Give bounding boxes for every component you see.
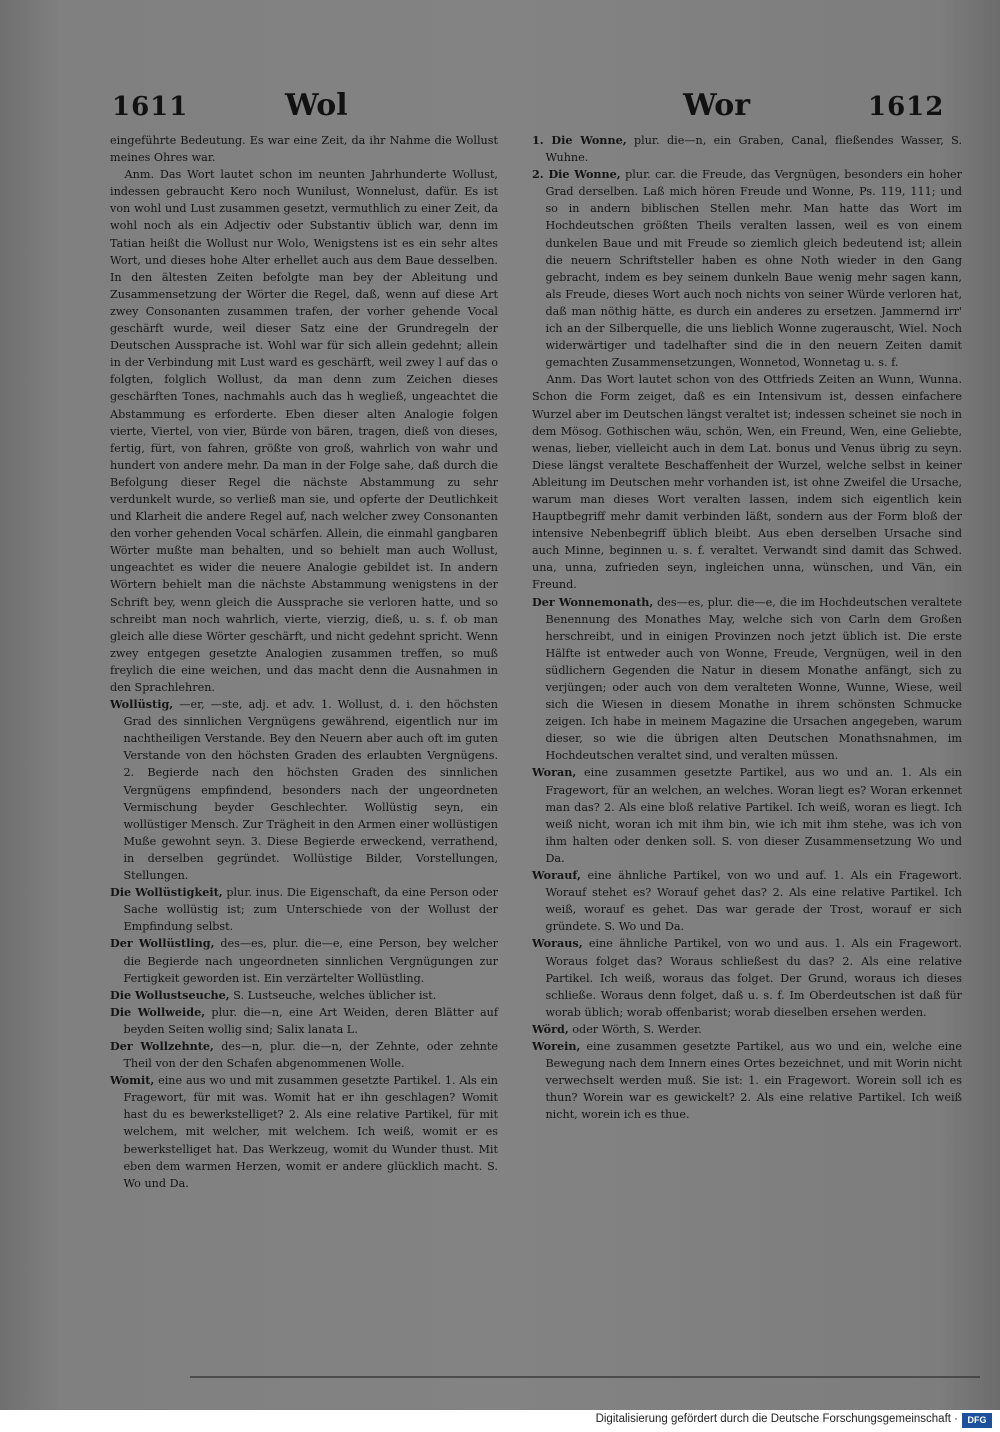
page-header (0, 88, 1000, 128)
left-column (110, 132, 498, 1192)
entry-definition: plur. die—n, eine Art Weiden, deren Blätter auf beyden Seiten wollig sind; Salix lanata L. (123, 1005, 498, 1036)
entry-definition: eine ähnliche Partikel, von wo und aus. 1. Als ein Fragewort. Woraus folget das? Woraus schließest du das? 2. Als eine relative Partikel. Ich weiß, woraus das folget. Der Grund, woraus ich dieses schließe. Woraus denn folget, daß u. s. f. Im Oberdeutschen ist daß für worab üblich; worab offenbarist; worab dieselben ersehen werden. (545, 937, 962, 1019)
entry-headword: Die Wollüstigkeit, (110, 885, 223, 900)
dictionary-entry (532, 935, 962, 1020)
dictionary-entry (532, 1038, 962, 1123)
entry-headword: Der Wollzehnte, (110, 1038, 214, 1053)
dictionary-entry (532, 132, 962, 166)
entry-headword: 2. Die Wonne, (532, 167, 621, 182)
dictionary-entry (532, 1021, 962, 1038)
dictionary-entry (110, 884, 498, 935)
entry-headword: Der Wollüstling, (110, 936, 215, 951)
entry-definition: eine zusammen gesetzte Partikel, aus wo und ein, welche eine Bewegung nach dem Innern eines Ortes bezeichnet, und mit Worin nicht verwechselt werden muß. Sie ist: 1. ein Fragewort. Worein soll ich es thun? Worein war es gewickelt? 2. Als eine relative Partikel. Ich weiß nicht, worein ich es thue. (545, 1039, 962, 1122)
dictionary-entry (110, 1004, 498, 1038)
dictionary-entry (532, 166, 962, 371)
dictionary-entry (110, 935, 498, 986)
entry-headword: Die Wollustseuche, (110, 987, 230, 1002)
entry-headword: Der Wonnemonath, (532, 594, 654, 609)
entry-headword: Womit, (110, 1073, 155, 1088)
entry-definition: des—n, plur. die—n, der Zehnte, oder zehnte Theil von der den Schafen abgenommenen Wolle. (123, 1039, 499, 1071)
entry-headword: 1. Die Wonne, (532, 133, 627, 147)
dictionary-entry (532, 764, 962, 867)
entry-headword: Wollüstig, (110, 697, 174, 712)
entry-definition: eine zusammen gesetzte Partikel, aus wo und an. 1. Als ein Fragewort, für an welchen, an welches. Woran liegt es? Woran erkennet man das? 2. Als eine bloß relative Partikel. Ich weiß, woran es liegt. Ich weiß nicht, woran ich mit ihm bin, wie ich mit ihm stehe, was ich von ihm halten oder denken soll. S. von dieser Zusammensetzung Wo und Da. (545, 766, 962, 865)
entry-definition: oder Wörth, S. Werder. (568, 1022, 702, 1036)
annotation-paragraph: Anm. Das Wort lautet schon im neunten Jahrhunderte Wollust, indessen gebraucht Kero noch Wunilust, Wonnelust, dafür. Es ist von wohl und Lust zusammen gesetzt, vermuthlich zu einer Zeit, da wohl noch als ein Adjectiv oder Substantiv üblich war, denn im Tatian heißt die Wollust nur Wolo, Wenigstens ist es ein sehr altes Wort, und dieses hohe Alter erhellet auch aus dem Baue desselben. In den ältesten Zeiten befolgte man bey der Ableitung und Zusammensetzung der Wörter die Regel, daß, wenn auf diese Art zwey Consonanten zusammen trafen, der vorher gehende Vocal geschärft wurde, weil dieser Satz eine der Grundregeln der Deutschen Aussprache ist. Wohl war für sich allein gedehnt; allein in der Verbindung mit Lust ward es geschärft, weil zwey l auf das o folgten, folglich Wollust, da man denn zum Zeichen dieses geschärften Tones, nachmahls auch das h wegließ, ungeachtet die Abstammung es erforderte. Eben dieser alten Analogie folgen vierte, Viertel, von vier, Bürde von bären, tragen, dieß von dieses, fertig, fürt, von fahren, größte von groß, wahrlich von wahr und hundert von andere mehr. Da man in der Folge sahe, daß durch die Befolgung dieser Regel die nächste Abstammung zu sehr verdunkelt wurde, so verließ man sie, und opferte der Deutlichkeit und Klarheit die andere Regel auf, nach welcher zwey Consonanten den vorher gehenden Vocal schärfen. Allein, die einmahl gangbaren Wörter mußte man behalten, und so behielt man auch Wollust, ungeachtet es wider die neuere Analogie gebildet ist. In andern Wörtern behielt man die nächste Abstammung wenigstens in der Schrift bey, wenn gleich die Aussprache sie verloren hatte, und so schreibt man noch wahrlich, vierte, vierzig, dieß, u. s. f. ob man gleich alle diese Wörter geschärft, und nicht gedehnt spricht. Wenn zwey entgegen gesetzte Analogien zusammen treffen, so muß freylich die eine weichen, und das macht denn die Ausnahmen in den Sprachlehren. (110, 168, 498, 694)
dictionary-entry (110, 1072, 498, 1192)
entry-headword: Woraus, (532, 936, 583, 951)
text-paragraph: eingeführte Bedeutung. Es war eine Zeit, da ihr Nahme die Wollust meines Ohres war. (110, 134, 498, 165)
entry-definition: eine ähnliche Partikel, von wo und auf. 1. Als ein Fragewort. Worauf stehet es? Worauf gehet das? 2. Als eine relative Partikel. Ich weiß, worauf es gehet. Das war gerade der Trost, worauf er sich gründete. S. Wo und Da. (545, 869, 962, 934)
entry-definition: plur. car. die Freude, das Vergnügen, besonders ein hoher Grad derselben. Laß mich hören Freude und Wonne, Ps. 119, 111; und so in andern biblischen Stellen mehr. Man hatte das Wort im Hochdeutschen größten Theils veralten lassen, weil es von einem dunkelen Baue und mit Freude so ziemlich gleich bedeutend ist; allein die neuern Schriftsteller haben es ohne Noth wieder in den Gang gebracht, indem es bey seinem dunkeln Baue wenig mehr sagen kann, als Freude, dieses Wort auch noch nichts von seiner Würde verloren hat, daß man nöthig hätte, es durch ein anderes zu ersetzen. Jammernd irr' ich an der Silberquelle, die uns lieblich Wonne zugerauscht, Wiel. Noch widerwärtiger und tadelhafter sind die in den neuern Zeiten damit gemachten Zusammensetzungen, Wonnetod, Wonnetag u. s. f. (545, 168, 962, 370)
annotation-paragraph: Anm. Das Wort lautet schon von des Ottfrieds Zeiten an Wunn, Wunna. Schon die Form zeiget, daß es ein Intensivum ist, dessen einfachere Wurzel aber im Deutschen längst veraltet ist; indessen scheinet sie noch in dem Mösog. Gothischen wäu, schön, Wen, ein Freund, Wen, eine Geliebte, wenas, lieber, vielleicht auch in dem Lat. bonus und Venus übrig zu seyn. Diese längst veraltete Beschaffenheit der Wurzel, welche selbst in keiner Ableitung im Deutschen mehr vorhanden ist, ist ohne Zweifel die Ursache, warum man dieses Wort veralten lassen, indem sich eigentlich kein Hauptbegriff mehr damit verbinden läßt, sondern aus der Form bloß der intensive Nebenbegriff üblich bleibt. Aus eben derselben Ursache sind auch Minne, beginnen u. s. f. veraltet. Verwandt sind damit das Schwed. una, unna, zufrieden seyn, ingleichen unna, wünschen, und Vän, ein Freund. (532, 373, 962, 592)
dictionary-entry (532, 594, 962, 765)
entry-headword: Woran, (532, 765, 577, 780)
funding-notice: Digitalisierung gefördert durch die Deutsche Forschungsgemeinschaft · (595, 1413, 958, 1425)
entry-definition: S. Lustseuche, welches üblicher ist. (229, 988, 437, 1002)
entry-definition: des—es, plur. die—e, die im Hochdeutschen veraltete Benennung des Monathes May, welche sich von Carln dem Großen herschreibt, und in einigen Provinzen noch jetzt üblich ist. Die erste Hälfte ist entweder auch von Wonne, Freude, Vergnügen, weil in den südlichern Gegenden die Natur in diesem Monathe anfängt, sich zu verjüngen; oder auch von dem veralteten Wonne, Wunne, Wiese, weil sich die Wiesen in diesem Monathe in ihrem schönsten Schmucke zeigen. Ich habe in meinem Magazine die Ursachen angegeben, warum dieser, so wie die übrigen alten Deutschen Monathsnahmen, im Hochdeutschen veraltet sind, und veralten müssen. (545, 595, 962, 763)
entry-headword: Die Wollweide, (110, 1004, 206, 1019)
entry-definition: plur. inus. Die Eigenschaft, da eine Person oder Sache wollüstig ist; zum Unterschiede von der Wollust der Empfindung selbst. (123, 886, 498, 934)
catchword-left: Wol (285, 88, 348, 123)
dictionary-entry (110, 1038, 498, 1072)
footer-bar (0, 1410, 1000, 1432)
dfg-logo-icon: DFG (962, 1413, 992, 1428)
entry-definition: eine aus wo und mit zusammen gesetzte Partikel. 1. Als ein Fragewort, für mit was. Womit hat er ihn geschlagen? Womit hast du es bewerkstelliget? 2. Als eine relative Partikel, für mit welchem, mit welcher, mit welchem. Ich weiß, womit er es bewerkstelliget hat. Das Werkzeug, womit du Wunder thust. Mit eben dem warmen Herzen, womit er andere glücklich macht. S. Wo und Da. (123, 1074, 498, 1190)
entry-headword: Worauf, (532, 868, 581, 883)
page-number-right: 1612 (868, 92, 945, 122)
entry-definition: des—es, plur. die—e, eine Person, bey welcher die Begierde nach ungeordneten sinnlichen Vergnügungen zur Fertigkeit geworden ist. Ein verzärtelter Wollüstling. (123, 937, 498, 985)
page-number-left: 1611 (112, 92, 189, 122)
bottom-rule (190, 1376, 980, 1378)
entry-headword: Wörd, (532, 1021, 569, 1036)
entry-definition: —er, —ste, adj. et adv. 1. Wollust, d. i. den höchsten Grad des sinnlichen Vergnügens gewährend, eigentlich nur im nachtheiligen Verstande. Bey den Neuern aber auch oft im guten Verstande von den höchsten Graden des erlaubten Vergnügens. 2. Begierde nach den höchsten Graden des sinnlichen Vergnügens empfindend, besonders nach der ungeordneten Vermischung beyder Geschlechter. Wollüstig seyn, ein wollüstiger Mensch. Zur Trägheit in den Armen einer wollüstigen Muße gewohnt seyn. 3. Diese Begierde erweckend, verrathend, in derselben gegründet. Wollüstige Bilder, Vorstellungen, Stellungen. (123, 698, 498, 883)
right-column (532, 132, 962, 1123)
entry-headword: Worein, (532, 1038, 581, 1053)
dictionary-entry (110, 987, 498, 1004)
dictionary-entry (532, 867, 962, 935)
dictionary-entry (110, 696, 498, 884)
catchword-right: Wor (683, 88, 751, 123)
entry-definition: plur. die—n, ein Graben, Canal, fließendes Wasser, S. Wuhne. (545, 134, 963, 165)
